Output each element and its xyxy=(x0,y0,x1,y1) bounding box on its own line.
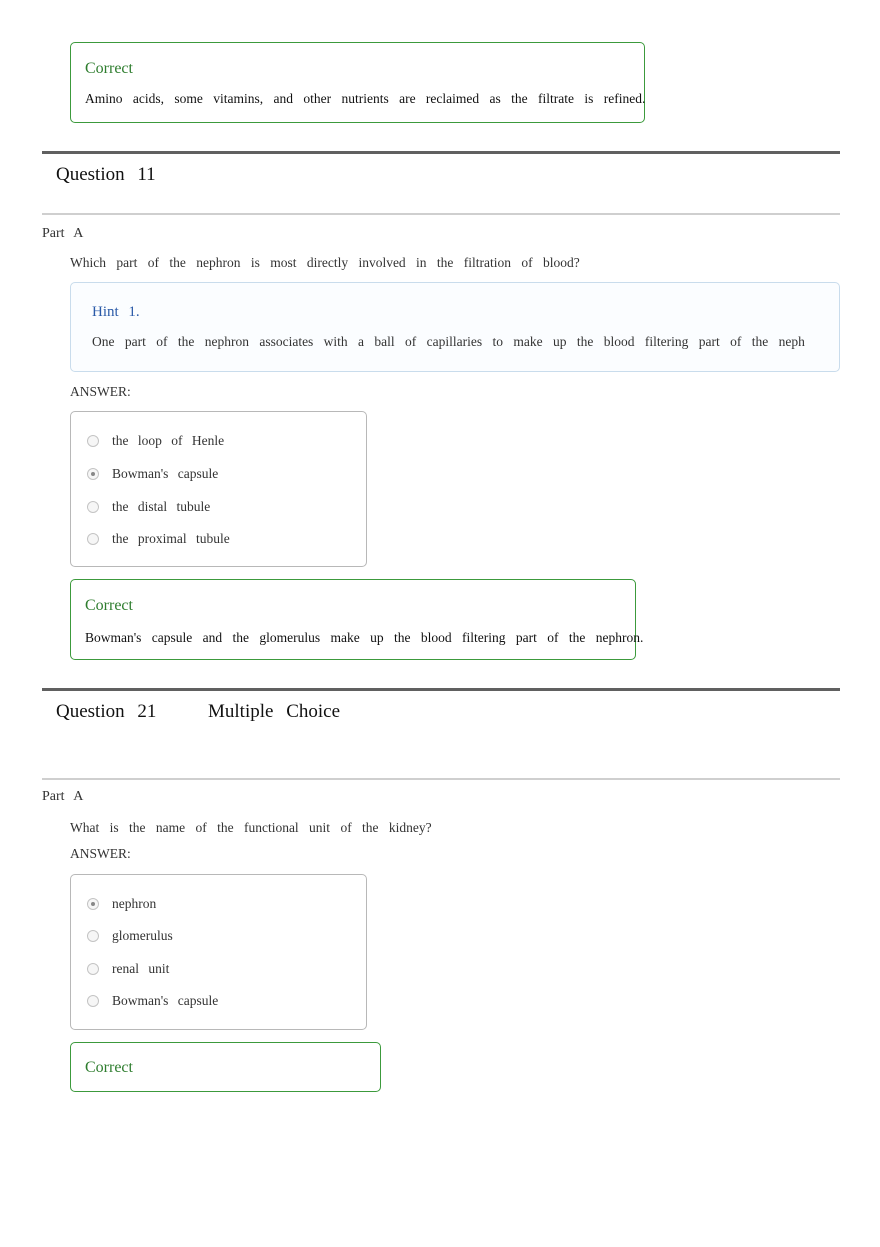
choice-label: the distal tubule xyxy=(112,499,211,514)
choice-item[interactable] xyxy=(87,928,357,948)
q10-feedback-box xyxy=(70,42,645,123)
feedback-title: Correct xyxy=(85,597,133,614)
question-title: Question 11 xyxy=(56,164,156,185)
question-title: Question 21 xyxy=(56,701,157,722)
hint-title[interactable]: Hint 1. xyxy=(92,304,140,320)
choice-item[interactable] xyxy=(87,896,357,916)
feedback-title: Correct xyxy=(85,60,133,77)
choice-label: nephron xyxy=(112,896,157,911)
radio-button[interactable] xyxy=(87,963,99,975)
answer-label: ANSWER: xyxy=(70,384,131,399)
choice-item[interactable] xyxy=(87,961,357,981)
part-divider xyxy=(42,213,840,215)
radio-button[interactable] xyxy=(87,501,99,513)
question-text: Which part of the nephron is most directly involved in the filtration of blood? xyxy=(70,255,580,270)
hint-text: One part of the nephron associates with a ball of capillaries to make up the blood filtering part of the neph xyxy=(92,334,805,349)
q21-feedback-box xyxy=(70,1042,381,1092)
choice-item[interactable] xyxy=(87,466,357,486)
feedback-text: Bowman's capsule and the glomerulus make up the blood filtering part of the nephron. xyxy=(85,630,644,645)
answer-choices xyxy=(70,411,367,567)
choice-item[interactable] xyxy=(87,993,357,1013)
choice-label: Bowman's capsule xyxy=(112,993,219,1008)
q11-feedback-box xyxy=(70,579,644,660)
answer-choices xyxy=(70,874,367,1030)
feedback-text: Amino acids, some vitamins, and other nutrients are reclaimed as the filtrate is refined. xyxy=(85,91,646,106)
choice-item[interactable] xyxy=(87,433,357,453)
answer-label: ANSWER: xyxy=(70,846,131,861)
part-label: Part A xyxy=(42,226,84,241)
radio-button[interactable] xyxy=(87,930,99,942)
choice-item[interactable] xyxy=(87,531,357,551)
radio-button[interactable] xyxy=(87,995,99,1007)
radio-button[interactable] xyxy=(87,533,99,545)
choice-label: glomerulus xyxy=(112,928,173,943)
choice-label: renal unit xyxy=(112,961,170,976)
choice-label: Bowman's capsule xyxy=(112,466,219,481)
hint-box[interactable] xyxy=(70,282,840,372)
choice-label: the loop of Henle xyxy=(112,433,225,448)
radio-button[interactable] xyxy=(87,435,99,447)
question-text: What is the name of the functional unit of the kidney? xyxy=(70,820,432,835)
radio-button-selected[interactable] xyxy=(87,468,99,480)
choice-label: the proximal tubule xyxy=(112,531,230,546)
question-divider xyxy=(42,688,840,691)
choice-item[interactable] xyxy=(87,499,357,519)
part-label: Part A xyxy=(42,789,84,804)
part-divider xyxy=(42,778,840,780)
feedback-title: Correct xyxy=(85,1059,133,1076)
radio-button-selected[interactable] xyxy=(87,898,99,910)
question-type-label: Multiple Choice xyxy=(208,701,341,722)
question-divider xyxy=(42,151,840,154)
